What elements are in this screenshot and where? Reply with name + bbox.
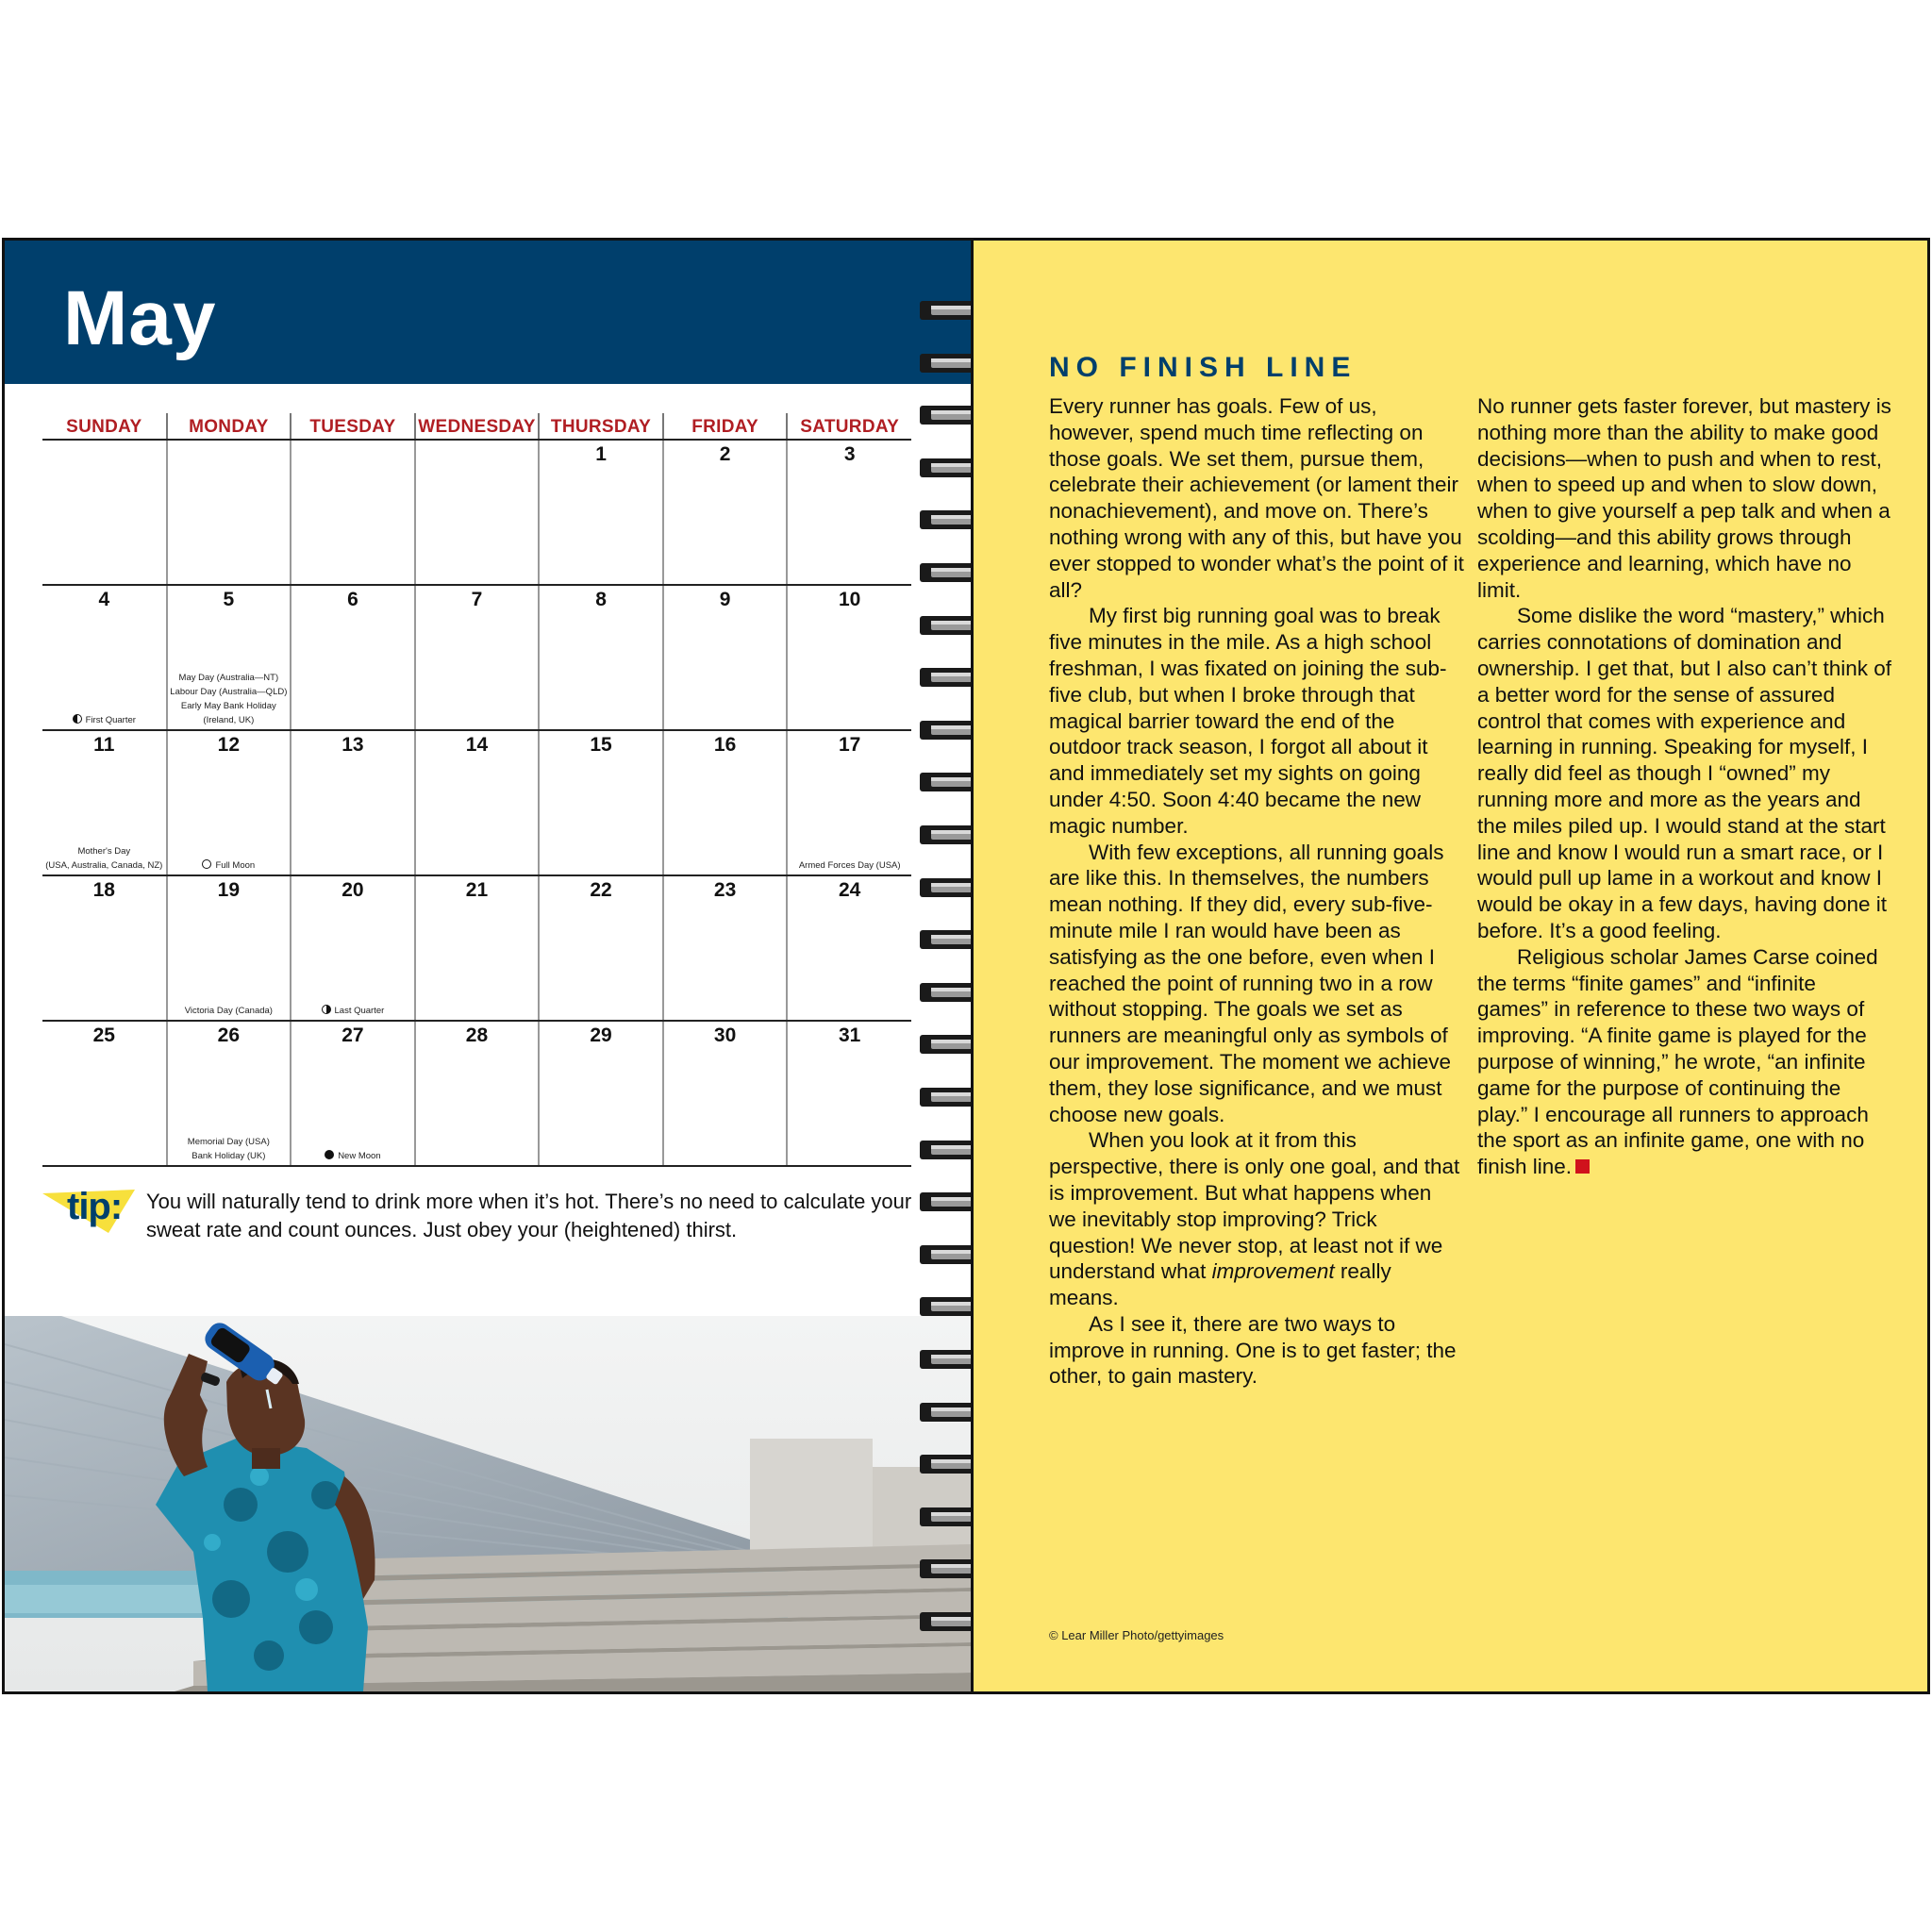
last-moon-icon xyxy=(322,1005,331,1014)
calendar-day-cell[interactable] xyxy=(539,1021,663,1166)
tip-label: tip: xyxy=(67,1186,123,1227)
article-paragraph xyxy=(1049,1127,1464,1311)
day-note xyxy=(42,844,166,873)
day-number: 8 xyxy=(595,589,607,610)
note-text: Full Moon xyxy=(215,860,256,871)
article-paragraph xyxy=(1477,944,1892,1180)
calendar-day-cell[interactable] xyxy=(787,440,911,585)
day-number: 1 xyxy=(595,443,607,465)
note-text: (Ireland, UK) xyxy=(203,715,255,725)
weekday-header: MONDAY xyxy=(167,413,291,440)
note-text: Memorial Day (USA) xyxy=(187,1137,270,1147)
weekday-header: THURSDAY xyxy=(539,413,663,440)
tip-box xyxy=(42,1184,929,1288)
article-paragraph xyxy=(1049,840,1464,1128)
day-number: 21 xyxy=(465,879,489,901)
month-header xyxy=(5,241,971,384)
weekday-header: WEDNESDAY xyxy=(415,413,540,440)
day-number: 30 xyxy=(713,1024,737,1046)
calendar-day-cell[interactable] xyxy=(415,875,540,1021)
month-calendar-grid xyxy=(42,413,911,1167)
calendar-day-cell[interactable] xyxy=(167,730,291,875)
calendar-day-cell[interactable] xyxy=(415,730,540,875)
calendar-day-cell[interactable] xyxy=(167,585,291,730)
note-text: Labour Day (Australia—QLD) xyxy=(170,687,288,697)
note-text: Early May Bank Holiday xyxy=(180,701,276,711)
day-number: 5 xyxy=(223,589,235,610)
day-note xyxy=(168,671,291,727)
weekday-header: FRIDAY xyxy=(663,413,788,440)
article-paragraph xyxy=(1477,393,1892,603)
weekday-header: TUESDAY xyxy=(291,413,415,440)
article-title: NO FINISH LINE xyxy=(1049,352,1357,383)
day-note xyxy=(168,858,291,873)
day-note-line xyxy=(42,858,166,873)
day-number: 29 xyxy=(590,1024,612,1046)
calendar-day-cell[interactable] xyxy=(663,585,788,730)
article-column-1 xyxy=(1049,393,1464,1390)
day-number: 9 xyxy=(719,589,731,610)
calendar-day-cell[interactable] xyxy=(415,585,540,730)
calendar-day-cell[interactable] xyxy=(291,585,415,730)
calendar-page xyxy=(5,241,971,1691)
note-text: New Moon xyxy=(338,1151,381,1161)
day-number: 2 xyxy=(719,443,731,465)
day-number: 26 xyxy=(217,1024,241,1046)
paragraph-text: No runner gets faster forever, but mastery is nothing more than the ability to make good decisions—when to push and when to rest, when to speed up and when to slow down, when to give yourself a pep talk and when a scolding—and this ability grows through experience and learning, which have no limit. xyxy=(1477,394,1891,602)
calendar-empty-cell[interactable] xyxy=(42,440,167,585)
calendar-day-cell[interactable] xyxy=(663,1021,788,1166)
day-note-line xyxy=(42,844,166,858)
day-number: 31 xyxy=(839,1024,861,1046)
calendar-day-cell[interactable] xyxy=(787,875,911,1021)
weekday-header: SUNDAY xyxy=(42,413,167,440)
day-note-line xyxy=(788,858,911,873)
calendar-week-row xyxy=(42,730,911,875)
day-number: 19 xyxy=(217,879,241,901)
paragraph-text: As I see it, there are two ways to improve in running. One is to get faster; the other, to gain mastery. xyxy=(1049,1311,1457,1389)
tip-text: You will naturally tend to drink more when it’s hot. There’s no need to calculate your sweat rate and count ounces. Just obey your (heightened) thirst. xyxy=(146,1190,912,1241)
day-note xyxy=(168,1004,291,1018)
calendar-day-cell[interactable] xyxy=(42,1021,167,1166)
day-number: 6 xyxy=(347,589,358,610)
calendar-day-cell[interactable] xyxy=(663,440,788,585)
new-moon-icon xyxy=(325,1150,334,1159)
planner-spread xyxy=(2,238,1930,1694)
end-of-article-icon xyxy=(1575,1159,1590,1174)
day-note-line xyxy=(168,713,291,727)
calendar-day-cell[interactable] xyxy=(663,875,788,1021)
calendar-week-row xyxy=(42,1021,911,1166)
article-column-2 xyxy=(1477,393,1892,1180)
note-text: Mother's Day xyxy=(77,846,131,857)
calendar-day-cell[interactable] xyxy=(42,875,167,1021)
note-text: May Day (Australia—NT) xyxy=(178,673,279,683)
day-note xyxy=(291,1004,414,1018)
calendar-day-cell[interactable] xyxy=(539,875,663,1021)
day-number: 23 xyxy=(713,879,737,901)
calendar-body xyxy=(42,440,911,1166)
paragraph-text: My first big running goal was to break five minutes in the mile. As a high school freshman, I was fixated on joining the sub-five club, but when I broke through that magical barrier toward the end of the outdoor track season, I forgot all about it and immediately set my sights on going under 4:50. Soon 4:40 became the new magic number. xyxy=(1049,604,1447,838)
photo-credit: © Lear Miller Photo/gettyimages xyxy=(1049,1628,1224,1642)
calendar-day-cell[interactable] xyxy=(539,730,663,875)
day-number: 11 xyxy=(93,734,115,756)
day-number: 17 xyxy=(839,734,861,756)
calendar-day-cell[interactable] xyxy=(42,585,167,730)
article-page xyxy=(971,241,1927,1691)
day-note-line xyxy=(168,685,291,699)
day-number: 25 xyxy=(92,1024,115,1046)
paragraph-text: Every runner has goals. Few of us, however, spend much time reflecting on those goals. We set them, pursue them, celebrate their achievement (or lament their nonachievement), and move on. There’s nothing wrong with any of this, but have you ever stopped to wonder what’s the point of it all? xyxy=(1049,394,1464,602)
month-title: May xyxy=(63,275,217,361)
day-number: 20 xyxy=(341,879,364,901)
note-text: Armed Forces Day (USA) xyxy=(798,860,901,871)
day-note-line xyxy=(168,699,291,713)
day-number: 18 xyxy=(92,879,115,901)
day-note-line xyxy=(168,1149,291,1163)
calendar-empty-cell[interactable] xyxy=(167,440,291,585)
article-paragraph xyxy=(1049,1311,1464,1390)
day-note-line xyxy=(42,713,166,727)
calendar-day-cell[interactable] xyxy=(415,1021,540,1166)
day-number: 10 xyxy=(839,589,861,610)
day-note xyxy=(168,1135,291,1163)
note-text: Bank Holiday (UK) xyxy=(192,1151,266,1161)
calendar-day-cell[interactable] xyxy=(167,875,291,1021)
calendar-day-cell[interactable] xyxy=(539,440,663,585)
calendar-empty-cell[interactable] xyxy=(415,440,540,585)
calendar-day-cell[interactable] xyxy=(291,1021,415,1166)
day-note-line xyxy=(168,671,291,685)
calendar-empty-cell[interactable] xyxy=(291,440,415,585)
day-note-line xyxy=(291,1004,414,1018)
calendar-day-cell[interactable] xyxy=(291,730,415,875)
calendar-day-cell[interactable] xyxy=(787,730,911,875)
note-text: (USA, Australia, Canada, NZ) xyxy=(45,860,163,871)
day-note-line xyxy=(168,858,291,873)
paragraph-text: With few exceptions, all running goals are like this. In themselves, the numbers mean nothing. If they did, every sub-five-minute mile I ran would have been as satisfying as the one before, even when I reached the point of running two in a row without stopping. The goals we set as runners are meaningful only as symbols of our improvement. The moment we achieve them, they lose significance, and we must choose new goals. xyxy=(1049,840,1452,1126)
calendar-day-cell[interactable] xyxy=(787,1021,911,1166)
day-number: 13 xyxy=(341,734,364,756)
weekday-header: SATURDAY xyxy=(787,413,911,440)
calendar-week-row xyxy=(42,875,911,1021)
day-number: 4 xyxy=(98,589,110,610)
note-text: First Quarter xyxy=(85,715,136,725)
emphasis-text: improvement xyxy=(1211,1259,1335,1284)
day-number: 14 xyxy=(465,734,489,756)
day-note xyxy=(788,858,911,873)
calendar-week-row xyxy=(42,585,911,730)
day-note xyxy=(42,713,166,727)
day-number: 28 xyxy=(465,1024,489,1046)
day-number: 15 xyxy=(590,734,612,756)
paragraph-text: Some dislike the word “mastery,” which carries connotations of domination and ownership. I get that, but I also can’t think of a better word for the sense of assured control that comes with experience and learning in running. Speaking for myself, I really did feel as though I “owned” my running more and more as the years and the miles piled up. I would stand at the start line and know I would run a smart race, or I would pull up lame in a workout and know I would be okay in a few days, having done it before. It’s a good feeling. xyxy=(1477,604,1892,942)
day-note-line xyxy=(291,1149,414,1163)
full-moon-icon xyxy=(202,859,211,869)
calendar-day-cell[interactable] xyxy=(167,1021,291,1166)
day-number: 12 xyxy=(217,734,241,756)
calendar-day-cell[interactable] xyxy=(291,875,415,1021)
calendar-day-cell[interactable] xyxy=(663,730,788,875)
article-paragraph xyxy=(1477,603,1892,943)
day-number: 3 xyxy=(843,443,856,465)
day-number: 27 xyxy=(341,1024,364,1046)
day-number: 7 xyxy=(471,589,483,610)
day-note xyxy=(291,1149,414,1163)
calendar-week-row xyxy=(42,440,911,585)
note-text: Last Quarter xyxy=(334,1006,385,1016)
article-paragraph xyxy=(1049,393,1464,603)
paragraph-text: really means. xyxy=(1049,1259,1391,1310)
article-paragraph xyxy=(1049,603,1464,839)
day-number: 16 xyxy=(713,734,737,756)
calendar-day-cell[interactable] xyxy=(787,585,911,730)
day-number: 24 xyxy=(839,879,861,901)
day-note-line xyxy=(168,1135,291,1149)
day-number: 22 xyxy=(590,879,612,901)
note-text: Victoria Day (Canada) xyxy=(184,1006,273,1016)
day-note-line xyxy=(168,1004,291,1018)
weekday-header-row xyxy=(42,413,911,440)
runner-drinking-photo xyxy=(5,1316,971,1691)
first-moon-icon xyxy=(73,714,82,724)
calendar-day-cell[interactable] xyxy=(539,585,663,730)
paragraph-text: Religious scholar James Carse coined the terms “finite games” and “infinite games” in reference to these two ways of improving. “A finite game is played for the purpose of winning,” he wrote, “an infinite game for the purpose of continuing the play.” I encourage all runners to approach the sport as an infinite game, one with no finish line. xyxy=(1477,944,1878,1179)
paragraph-text: When you look at it from this perspective, there is only one goal, and that is improvement. But what happens when we inevitably stop improving? Trick question! We never stop, at least not if we understand what xyxy=(1049,1128,1460,1284)
calendar-day-cell[interactable] xyxy=(42,730,167,875)
